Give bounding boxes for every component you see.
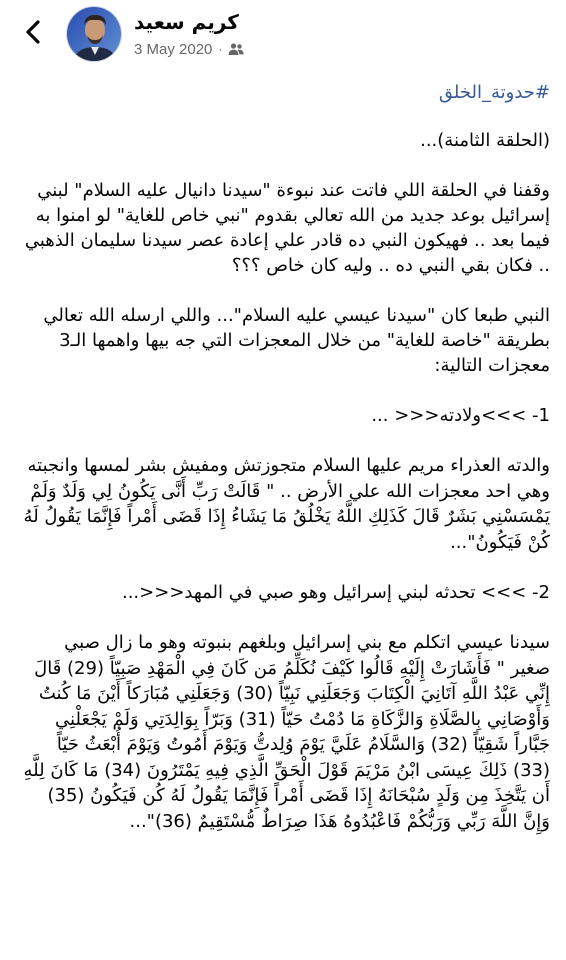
post-header — [0, 0, 566, 72]
meta-separator: · — [218, 42, 223, 56]
friends-icon — [228, 42, 244, 56]
post-date[interactable]: 3 May 2020 — [134, 40, 213, 58]
post-meta — [134, 38, 244, 60]
post-body — [20, 80, 550, 834]
author-name[interactable]: كريم سعيد — [134, 10, 239, 34]
post-paragraph: 2- >>> تحدثه لبني إسرائيل وهو صبي في المهد<<<... — [121, 582, 550, 603]
post-paragraph: النبي طبعا كان "سيدنا عيسي عليه السلام"... واللي ارسله الله تعالي بطريقة "خاصة للغاية" من خلال المعجزات التي جه بيها واهمها الـ3 معجزات التالية: — [43, 305, 550, 376]
post-paragraph: وقفنا في الحلقة اللي فاتت عند نبوءة "سيدنا دانيال عليه السلام" لبني إسرائيل بوعد جديد من الله تعالي بقدوم "نبي خاص للغاية" لو امنوا به فيما بعد .. فهيكون النبي ده قادر علي إعادة عصر سيدنا سليمان الذهبي .. فكان بقي النبي ده .. وليه كان خاص ؟؟؟ — [24, 180, 550, 276]
post-paragraph: سيدنا عيسي اتكلم مع بني إسرائيل وبلغهم بنبوته وهو ما زال صبي صغير " فَأَشَارَتْ إِلَيْهِ قَالُوا كَيْفَ نُكَلِّمُ مَن كَانَ فِي الْمَهْدِ صَبِيّاً (29) قَالَ إِنِّي عَبْدُ اللَّهِ آتَانِيَ الْكِتَابَ وَجَعَلَنِي نَبِيّاً (30) وَجَعَلَنِي مُبَارَكاً أَيْنَ مَا كُنتُ وَأَوْصَانِي بِالصَّلَاةِ وَالزَّكَاةِ مَا دُمْتُ حَيّاً (31) وَبَرّاً بِوَالِدَتِي وَلَمْ يَجْعَلْنِي جَبَّاراً شَقِيّاً (32) وَالسَّلَامُ عَلَيَّ يَوْمَ وُلِدتُّ وَيَوْمَ أَمُوتُ وَيَوْمَ أُبْعَثُ حَيّاً (33) ذَلِكَ عِيسَى ابْنُ مَرْيَمَ قَوْلَ الْحَقِّ الَّذِي فِيهِ يَمْتَرُونَ (34) مَا كَانَ لِلَّهِ أَن يَتَّخِذَ مِن وَلَدٍ سُبْحَانَهُ إِذَا قَضَى أَمْراً فَإِنَّمَا يَقُولُ لَهُ كُن فَيَكُونُ (35) وَإِنَّ اللَّهَ رَبِّي وَرَبُّكُمْ فَاعْبُدُوهُ هَذَا صِرَاطٌ مُّسْتَقِيمٌ (36)"... — [23, 632, 550, 832]
hashtag-link[interactable]: #حدوتة_الخلق — [438, 82, 550, 103]
avatar[interactable] — [66, 6, 122, 62]
back-button[interactable] — [18, 16, 50, 48]
post-paragraph: 1- >>>ولادته<<< ... — [371, 405, 550, 426]
post-paragraph: والدته العذراء مريم عليها السلام متجوزتش ومفيش بشر لمسها وانجبته وهي احد معجزات الله علي الأرض .. " قَالَتْ رَبِّ أَنَّى يَكُونُ لِي وَلَدٌ وَلَمْ يَمْسَسْنِي بَشَرٌ قَالَ كَذَلِكِ اللَّهُ يَخْلُقُ مَا يَشَاءُ إِذَا قَضَى أَمْراً فَإِنَّمَا يَقُولُ لَهُ كُنْ فَيَكُونُ"... — [23, 455, 550, 553]
chevron-left-icon — [18, 16, 50, 48]
post-paragraph: (الحلقة الثامنة)... — [420, 130, 550, 151]
profile-photo — [67, 7, 122, 62]
